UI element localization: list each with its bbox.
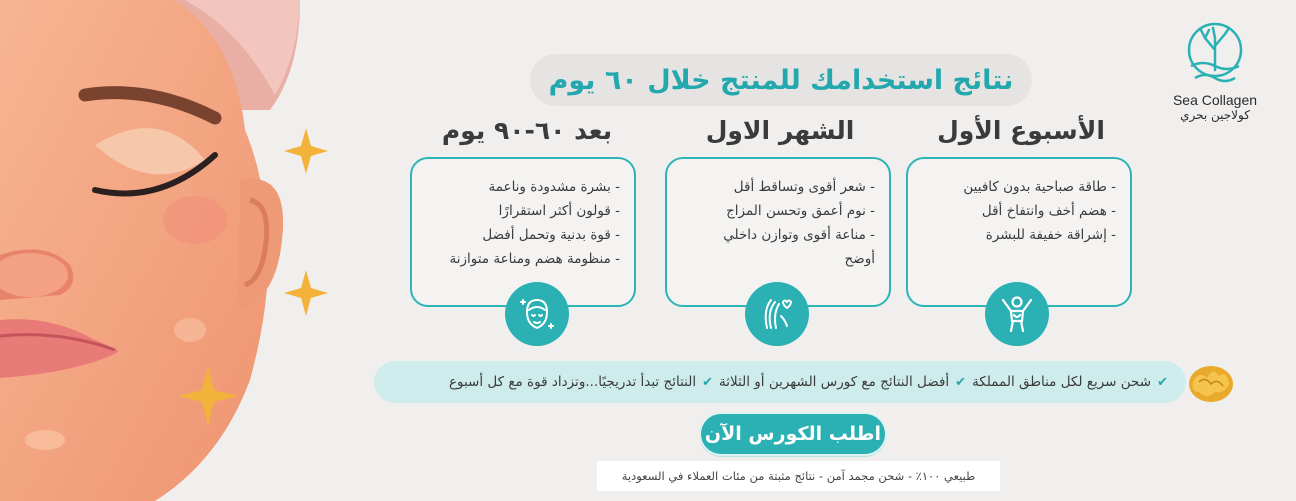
list-item: - هضم أخف وانتفاخ أقل: [920, 199, 1116, 223]
order-course-button[interactable]: اطلب الكورس الآن: [699, 412, 887, 456]
footer-note: طبيعي ١٠٠٪ - شحن مجمد آمن - نتائج مثبتة من مئات العملاء في السعودية: [597, 461, 1000, 491]
benefit-shipping: شحن سريع لكل مناطق المملكة: [972, 374, 1152, 390]
sea-moss-icon: [1185, 360, 1237, 406]
brand-logo: [1150, 20, 1280, 130]
coral-logo-icon: [1185, 20, 1245, 88]
benefits-bar: [374, 361, 1186, 403]
face-illustration: [0, 0, 345, 501]
glowing-face-icon: [505, 282, 569, 346]
list-item: - شعر أقوى وتساقط أقل: [679, 175, 875, 199]
brand-name-ar: كولاجين بحري: [1180, 108, 1250, 122]
list-item: - مناعة أقوى وتوازن داخلي: [679, 223, 875, 247]
check-icon: ✔: [1157, 374, 1168, 390]
list-item: - قولون أكثر استقرارًا: [424, 199, 620, 223]
happy-person-icon: [985, 282, 1049, 346]
brand-name-en: Sea Collagen: [1172, 92, 1258, 108]
column-title-60-90-days: بعد ٦٠-٩٠ يوم: [441, 116, 613, 145]
benefit-course: أفضل النتائج مع كورس الشهرين أو الثلاثة: [718, 374, 950, 390]
list-item: - منظومة هضم ومناعة متوازنة: [424, 247, 620, 271]
list-item: - بشرة مشدودة وناعمة: [424, 175, 620, 199]
list-item-continuation: أوضح: [844, 251, 875, 267]
list-item: - نوم أعمق وتحسن المزاج: [679, 199, 875, 223]
check-icon: ✔: [702, 374, 713, 390]
list-item: - طاقة صباحية بدون كافيين: [920, 175, 1116, 199]
hair-heart-icon: [745, 282, 809, 346]
headline: نتائج استخدامك للمنتج خلال ٦٠ يوم: [530, 54, 1032, 106]
list-item: - إشراقة خفيفة للبشرة: [920, 223, 1116, 247]
benefit-results: النتائج تبدأ تدريجيًا...وتزداد قوة مع كل أسبوع: [448, 374, 697, 390]
column-title-week-1: الأسبوع الأول: [937, 116, 1105, 145]
list-item: - قوة بدنية وتحمل أفضل: [424, 223, 620, 247]
check-icon: ✔: [955, 374, 967, 390]
column-title-month-1: الشهر الاول: [705, 116, 855, 145]
